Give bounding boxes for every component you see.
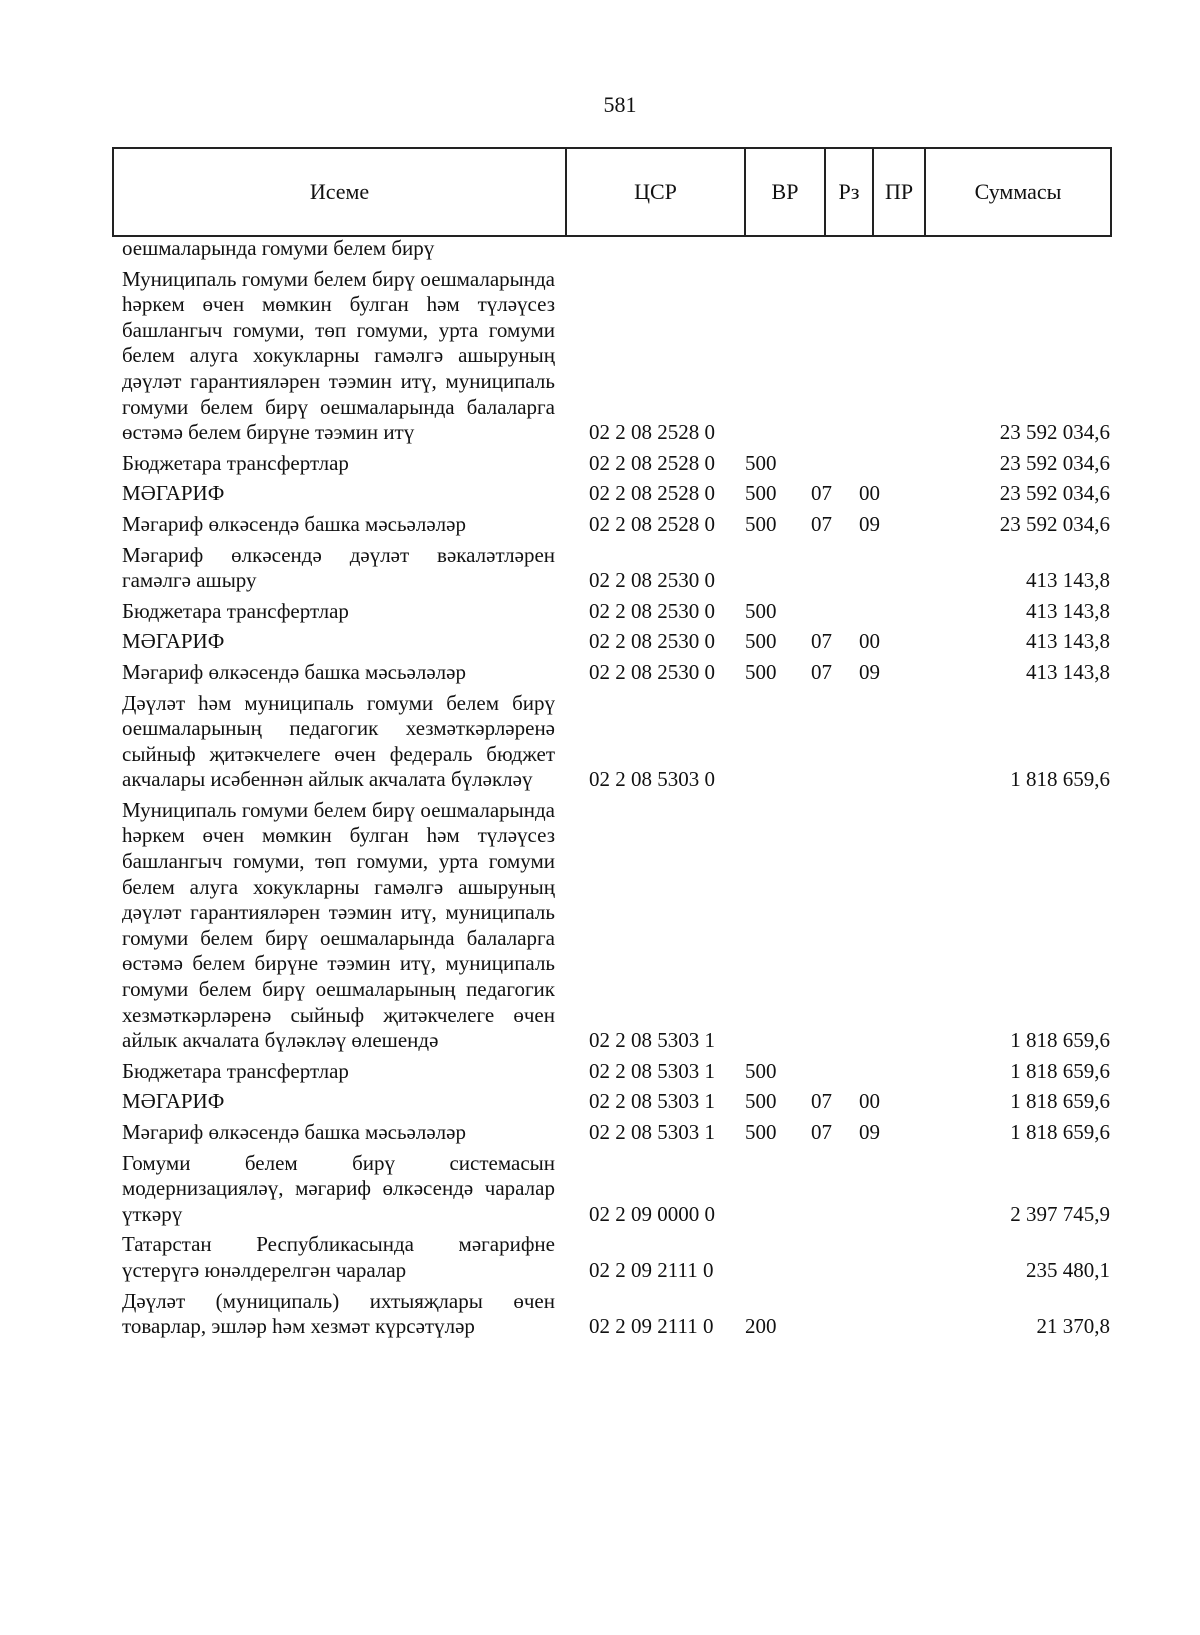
- header-sum: Суммасы: [974, 179, 1062, 204]
- row-csr: 02 2 08 2530 0: [589, 629, 715, 654]
- row-vr: 500: [745, 511, 777, 536]
- row-sum: 413 143,8: [1026, 598, 1110, 623]
- row-vr: 500: [745, 598, 777, 623]
- table-row: [122, 543, 1112, 594]
- row-name: Гомуми белем бирү системасын модернизацияләү, мәгариф өлкәсендә чаралар үткәрү: [122, 1150, 555, 1226]
- table-row: [122, 481, 1112, 507]
- row-sum: 23 592 034,6: [999, 420, 1110, 445]
- table-body: [122, 236, 1112, 1345]
- row-sum: 23 592 034,6: [999, 511, 1110, 536]
- table-row: [122, 267, 1112, 446]
- row-name: Муниципаль гомуми белем бирү оешмаларында һәркем өчен мөмкин булган һәм түләүсез башлангыч гомуми, төп гомуми, урта гомуми белем алуга хокукларны гамәлгә ашыруның дәүләт гарантияләрен тәэмин итү, муниципаль гомуми белем бирү оешмаларында балаларга өстәмә белем бирүне тәэмин итү: [122, 266, 555, 445]
- header-rz: Рз: [826, 149, 874, 235]
- row-csr: 02 2 08 5303 1: [589, 1028, 715, 1053]
- row-vr: 500: [745, 659, 777, 684]
- table-row: [122, 1232, 1112, 1283]
- row-sum: 1 818 659,6: [1010, 1058, 1110, 1083]
- row-name: МӘГАРИФ: [122, 629, 225, 654]
- header-name: Исеме: [114, 149, 567, 235]
- row-name: Мәгариф өлкәсендә башка мәсьәләләр: [122, 511, 466, 536]
- row-name: Муниципаль гомуми белем бирү оешмаларында һәркем өчен мөмкин булган һәм түләүсез башлангыч гомуми, төп гомуми, урта гомуми белем алуга хокукларны гамәлгә ашыруның дәүләт гарантияләрен тәэмин итү, муниципаль гомуми белем бирү оешмаларында балаларга өстәмә белем бирүне тәэмин итү, муниципаль гомуми белем бирү оешмаларының педагогик хезмәткәрләренә сыйныф җитәкчелеге өчен айлык акчалата бүләкләү өлешендә: [122, 797, 555, 1053]
- row-pr: 09: [859, 659, 880, 684]
- row-csr: 02 2 08 5303 0: [589, 767, 715, 792]
- row-rz: 07: [811, 1089, 832, 1114]
- row-sum: 1 818 659,6: [1010, 767, 1110, 792]
- row-csr: 02 2 08 2528 0: [589, 450, 715, 475]
- row-csr: 02 2 09 2111 0: [589, 1314, 714, 1339]
- row-pr: 00: [859, 629, 880, 654]
- row-csr: 02 2 08 5303 1: [589, 1089, 715, 1114]
- row-rz: 07: [811, 659, 832, 684]
- table-row: [122, 660, 1112, 686]
- row-sum: 413 143,8: [1026, 568, 1110, 593]
- row-pr: 09: [859, 1120, 880, 1144]
- row-sum: 413 143,8: [1026, 659, 1110, 684]
- row-sum: 2 397 745,9: [1010, 1201, 1110, 1226]
- row-csr: 02 2 08 2528 0: [589, 420, 715, 445]
- row-name: оешмаларында гомуми белем бирү: [122, 236, 435, 260]
- row-csr: 02 2 08 2530 0: [589, 659, 715, 684]
- row-sum: 23 592 034,6: [999, 481, 1110, 506]
- table-row: [122, 451, 1112, 477]
- row-pr: 00: [859, 481, 880, 506]
- row-csr: 02 2 09 2111 0: [589, 1257, 714, 1282]
- row-vr: 500: [745, 481, 777, 506]
- header-vr: ВР: [746, 149, 826, 235]
- table-row: [122, 1120, 1112, 1146]
- row-name: Бюджетара трансфертлар: [122, 450, 349, 475]
- table-row: [122, 236, 1112, 262]
- row-vr: 500: [745, 629, 777, 654]
- row-sum: 21 370,8: [1036, 1314, 1110, 1339]
- table-row: [122, 1289, 1112, 1340]
- row-sum: 235 480,1: [1026, 1257, 1110, 1282]
- table-row: [122, 1151, 1112, 1228]
- row-csr: 02 2 08 2530 0: [589, 568, 715, 593]
- row-vr: 200: [745, 1314, 777, 1339]
- row-rz: 07: [811, 1120, 832, 1144]
- row-sum: 413 143,8: [1026, 629, 1110, 654]
- table-row: [122, 512, 1112, 538]
- row-vr: 500: [745, 450, 777, 475]
- row-name: МӘГАРИФ: [122, 481, 225, 506]
- row-name: Дәүләт (муниципаль) ихтыяҗлары өчен товарлар, эшләр һәм хезмәт күрсәтүләр: [122, 1288, 555, 1339]
- row-csr: 02 2 08 2530 0: [589, 598, 715, 623]
- row-rz: 07: [811, 481, 832, 506]
- row-sum: 1 818 659,6: [1010, 1028, 1110, 1053]
- header-pr: ПР: [874, 149, 926, 235]
- row-csr: 02 2 08 5303 1: [589, 1120, 715, 1144]
- table-row: [122, 1089, 1112, 1115]
- row-vr: 500: [745, 1058, 777, 1083]
- page-number: 581: [603, 92, 637, 117]
- row-sum: 1 818 659,6: [1010, 1120, 1110, 1144]
- row-name: Бюджетара трансфертлар: [122, 598, 349, 623]
- table-header: [112, 147, 1112, 237]
- row-name: Дәүләт һәм муниципаль гомуми белем бирү оешмаларының педагогик хезмәткәрләренә сыйныф җитәкчелеге өчен федераль бюджет акчалары исәбеннән айлык акчалата бүләкләү: [122, 690, 555, 792]
- row-name: Бюджетара трансфертлар: [122, 1058, 349, 1083]
- row-name: МӘГАРИФ: [122, 1089, 225, 1114]
- row-name: Мәгариф өлкәсендә башка мәсьәләләр: [122, 659, 466, 684]
- header-csr: ЦСР: [567, 149, 746, 235]
- row-name: Татарстан Республикасында мәгарифне үстерүгә юнәлдерелгән чаралар: [122, 1232, 555, 1282]
- row-vr: 500: [745, 1089, 777, 1114]
- row-pr: 09: [859, 511, 880, 536]
- row-name: Мәгариф өлкәсендә дәүләт вәкаләтләрен гамәлгә ашыру: [122, 542, 555, 593]
- table-row: [122, 599, 1112, 625]
- row-rz: 07: [811, 629, 832, 654]
- row-vr: 500: [745, 1120, 777, 1144]
- table-row: [122, 1059, 1112, 1085]
- row-sum: 23 592 034,6: [999, 450, 1110, 475]
- table-row: [122, 798, 1112, 1054]
- table-row: [122, 691, 1112, 793]
- row-csr: 02 2 09 0000 0: [589, 1201, 715, 1226]
- row-csr: 02 2 08 2528 0: [589, 511, 715, 536]
- table-row: [122, 629, 1112, 655]
- row-rz: 07: [811, 511, 832, 536]
- row-pr: 00: [859, 1089, 880, 1114]
- row-csr: 02 2 08 5303 1: [589, 1058, 715, 1083]
- row-name: Мәгариф өлкәсендә башка мәсьәләләр: [122, 1120, 466, 1144]
- row-sum: 1 818 659,6: [1010, 1089, 1110, 1114]
- row-csr: 02 2 08 2528 0: [589, 481, 715, 506]
